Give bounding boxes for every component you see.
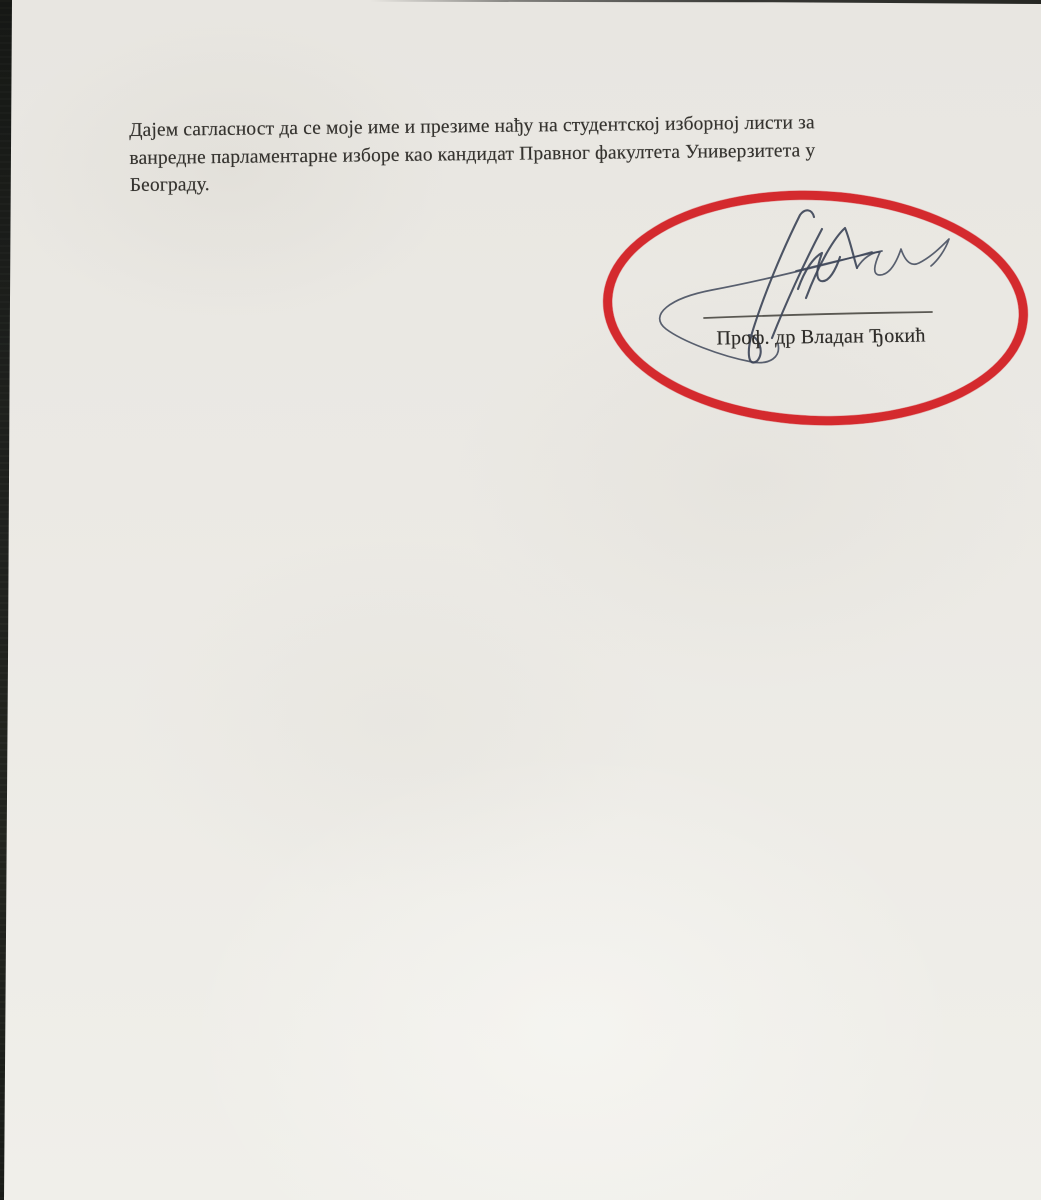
consent-line: Београду.: [129, 174, 210, 196]
consent-line: ванредне парламентарне изборе као кандидат Правног факултета Универзитета у: [129, 139, 816, 169]
signatory-name: Проф. др Владан Ђокић: [716, 324, 926, 350]
scan-left-edge-artifact: [0, 0, 14, 1200]
consent-line: Дајем сагласност да се моје име и презиме нађу на студентској изборној листи за: [129, 112, 815, 141]
scan-top-edge-artifact: [370, 0, 1041, 4]
consent-paragraph: [129, 108, 890, 199]
